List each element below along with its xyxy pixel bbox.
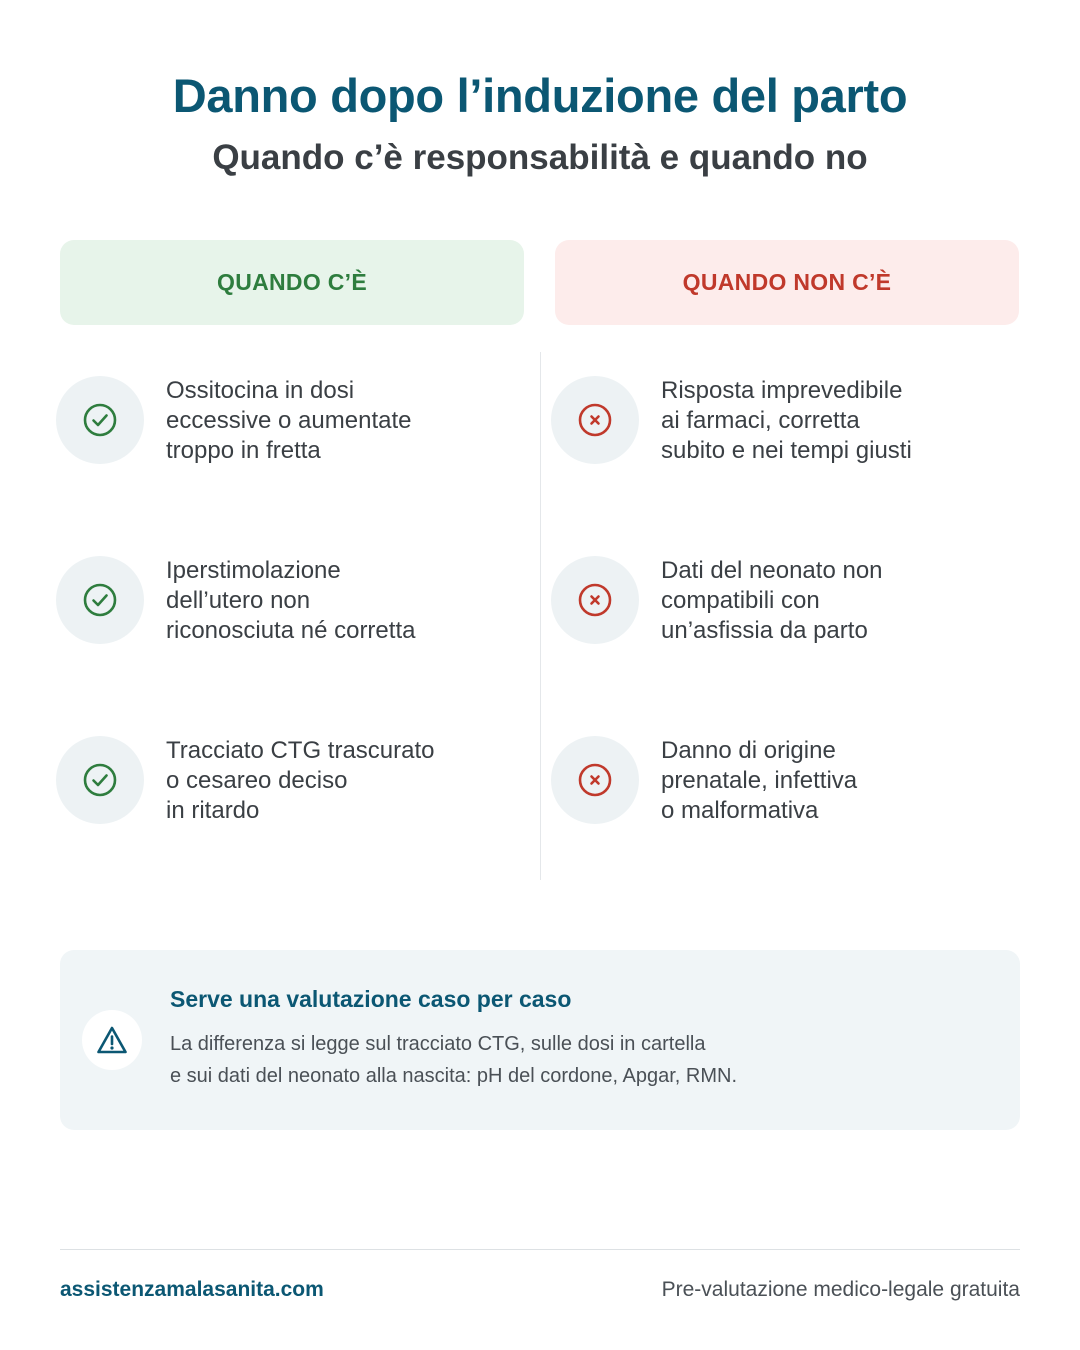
footer-divider (60, 1249, 1020, 1250)
footer-claim: Pre-valutazione medico-legale gratuita (661, 1278, 1020, 1301)
list-item-text: Danno di origine prenatale, infettiva o malformativa (661, 737, 858, 824)
check-circle-icon (56, 736, 144, 824)
check-circle-icon (56, 556, 144, 644)
list-item-no (551, 376, 991, 466)
column-header-no: QUANDO NON C’È (555, 240, 1019, 325)
list-item-text: Ossitocina in dosi eccessive o aumentate troppo in fretta (166, 377, 412, 464)
list-item-yes (56, 556, 496, 646)
warning-triangle-icon (82, 1010, 142, 1070)
list-item-yes (56, 736, 496, 826)
list-item-text: Risposta imprevedibile ai farmaci, corretta subito e nei tempi giusti (661, 377, 912, 464)
column-divider (540, 352, 541, 880)
page-subtitle: Quando c’è responsabilità e quando no (212, 138, 868, 177)
list-item-no (551, 556, 991, 646)
list-item-text: Dati del neonato non compatibili con un’asfissia da parto (661, 557, 883, 644)
column-header-yes: QUANDO C’È (60, 240, 524, 325)
check-circle-icon (56, 376, 144, 464)
x-circle-icon (551, 556, 639, 644)
list-item-no (551, 736, 991, 826)
footer-site-link[interactable]: assistenzamalasanita.com (60, 1278, 324, 1301)
page-title: Danno dopo l’induzione del parto (172, 69, 908, 122)
info-note (60, 950, 1020, 1130)
list-item-text: Tracciato CTG trascurato o cesareo deciso in ritardo (166, 737, 435, 824)
x-circle-icon (551, 736, 639, 824)
note-text: La differenza si legge sul tracciato CTG, sulle dosi in cartella e sui dati del neonato alla nascita: pH del cordone, Apgar, RMN. (170, 1033, 738, 1087)
list-item-text: Iperstimolazione dell’utero non riconosciuta né corretta (166, 557, 416, 644)
note-title: Serve una valutazione caso per caso (170, 986, 572, 1012)
list-item-yes (56, 376, 496, 466)
x-circle-icon (551, 376, 639, 464)
